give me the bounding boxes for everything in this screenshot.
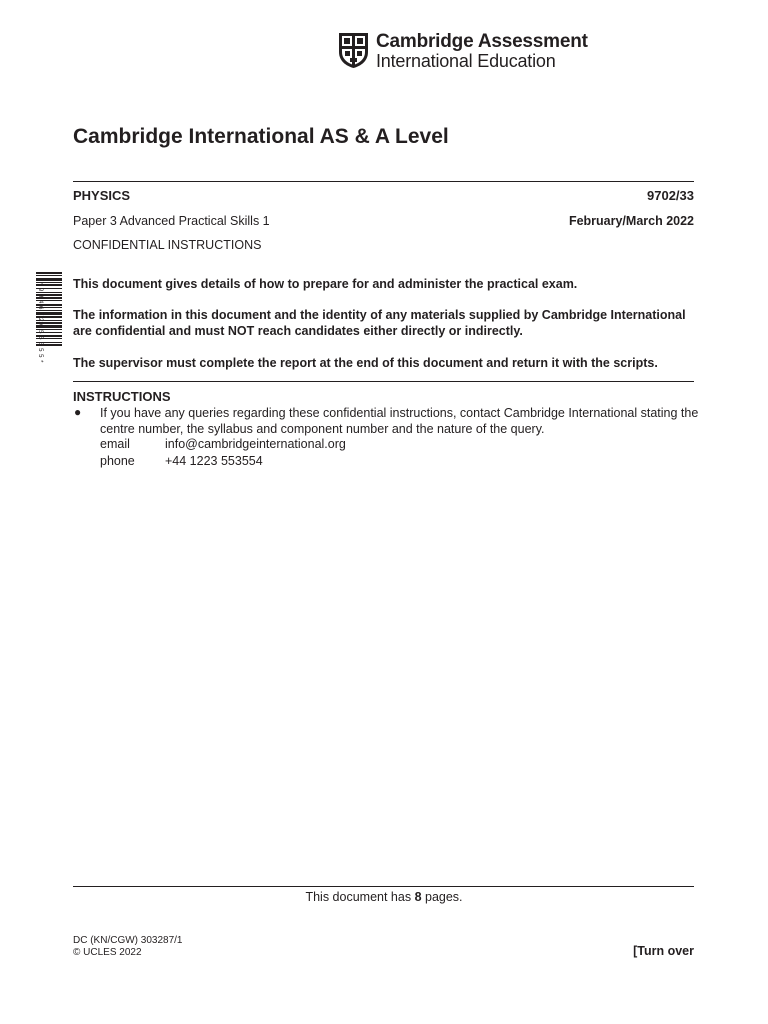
- notice-supervisor: The supervisor must complete the report at the end of this document and return it with the scripts.: [73, 356, 658, 370]
- cambridge-logo: [338, 31, 588, 71]
- page-count-prefix: This document has: [305, 890, 415, 904]
- instructions-heading: INSTRUCTIONS: [73, 389, 171, 404]
- qualification-title: Cambridge International AS & A Level: [73, 125, 449, 148]
- document-reference: DC (KN/CGW) 303287/1: [73, 935, 183, 946]
- document-type: CONFIDENTIAL INSTRUCTIONS: [73, 238, 262, 252]
- barcode: [26, 270, 66, 384]
- email-address[interactable]: info@cambridgeinternational.org: [165, 437, 346, 451]
- crest-icon: [338, 32, 369, 69]
- email-label: email: [100, 437, 130, 451]
- phone-label: phone: [100, 454, 135, 468]
- exam-session: February/March 2022: [568, 214, 694, 228]
- phone-number: +44 1223 553554: [165, 454, 263, 468]
- page-count-suffix: pages.: [421, 890, 463, 904]
- turn-over: [Turn over: [633, 944, 694, 958]
- syllabus-code: 9702/33: [647, 188, 694, 203]
- paper-title: Paper 3 Advanced Practical Skills 1: [73, 214, 270, 228]
- divider-top: [73, 181, 694, 182]
- copyright: © UCLES 2022: [73, 947, 142, 958]
- barcode-digits: * 9 9 4 6 7 2 6 5 5 5 5 5 *: [37, 283, 43, 363]
- notice-confidential: The information in this document and the identity of any materials supplied by Cambridge International are confidential and must NOT reach candidates either directly or indirectly.: [73, 308, 686, 338]
- page-count: 8: [414, 890, 422, 904]
- org-name-line2: International Education: [376, 51, 556, 71]
- instructions-text: If you have any queries regarding these confidential instructions, contact Cambridge International stating the centre number, the syllabus and component number and the nature of the query.: [100, 406, 699, 436]
- divider-instructions: [73, 381, 694, 382]
- divider-footer: [73, 886, 694, 887]
- bullet-icon: ●: [74, 405, 82, 419]
- barcode-bars: [26, 270, 66, 384]
- page-count-note: [0, 890, 768, 904]
- subject-name: PHYSICS: [73, 188, 131, 203]
- org-name-line1: Cambridge Assessment: [376, 31, 588, 52]
- notice-prepare: This document gives details of how to prepare for and administer the practical exam.: [73, 277, 578, 291]
